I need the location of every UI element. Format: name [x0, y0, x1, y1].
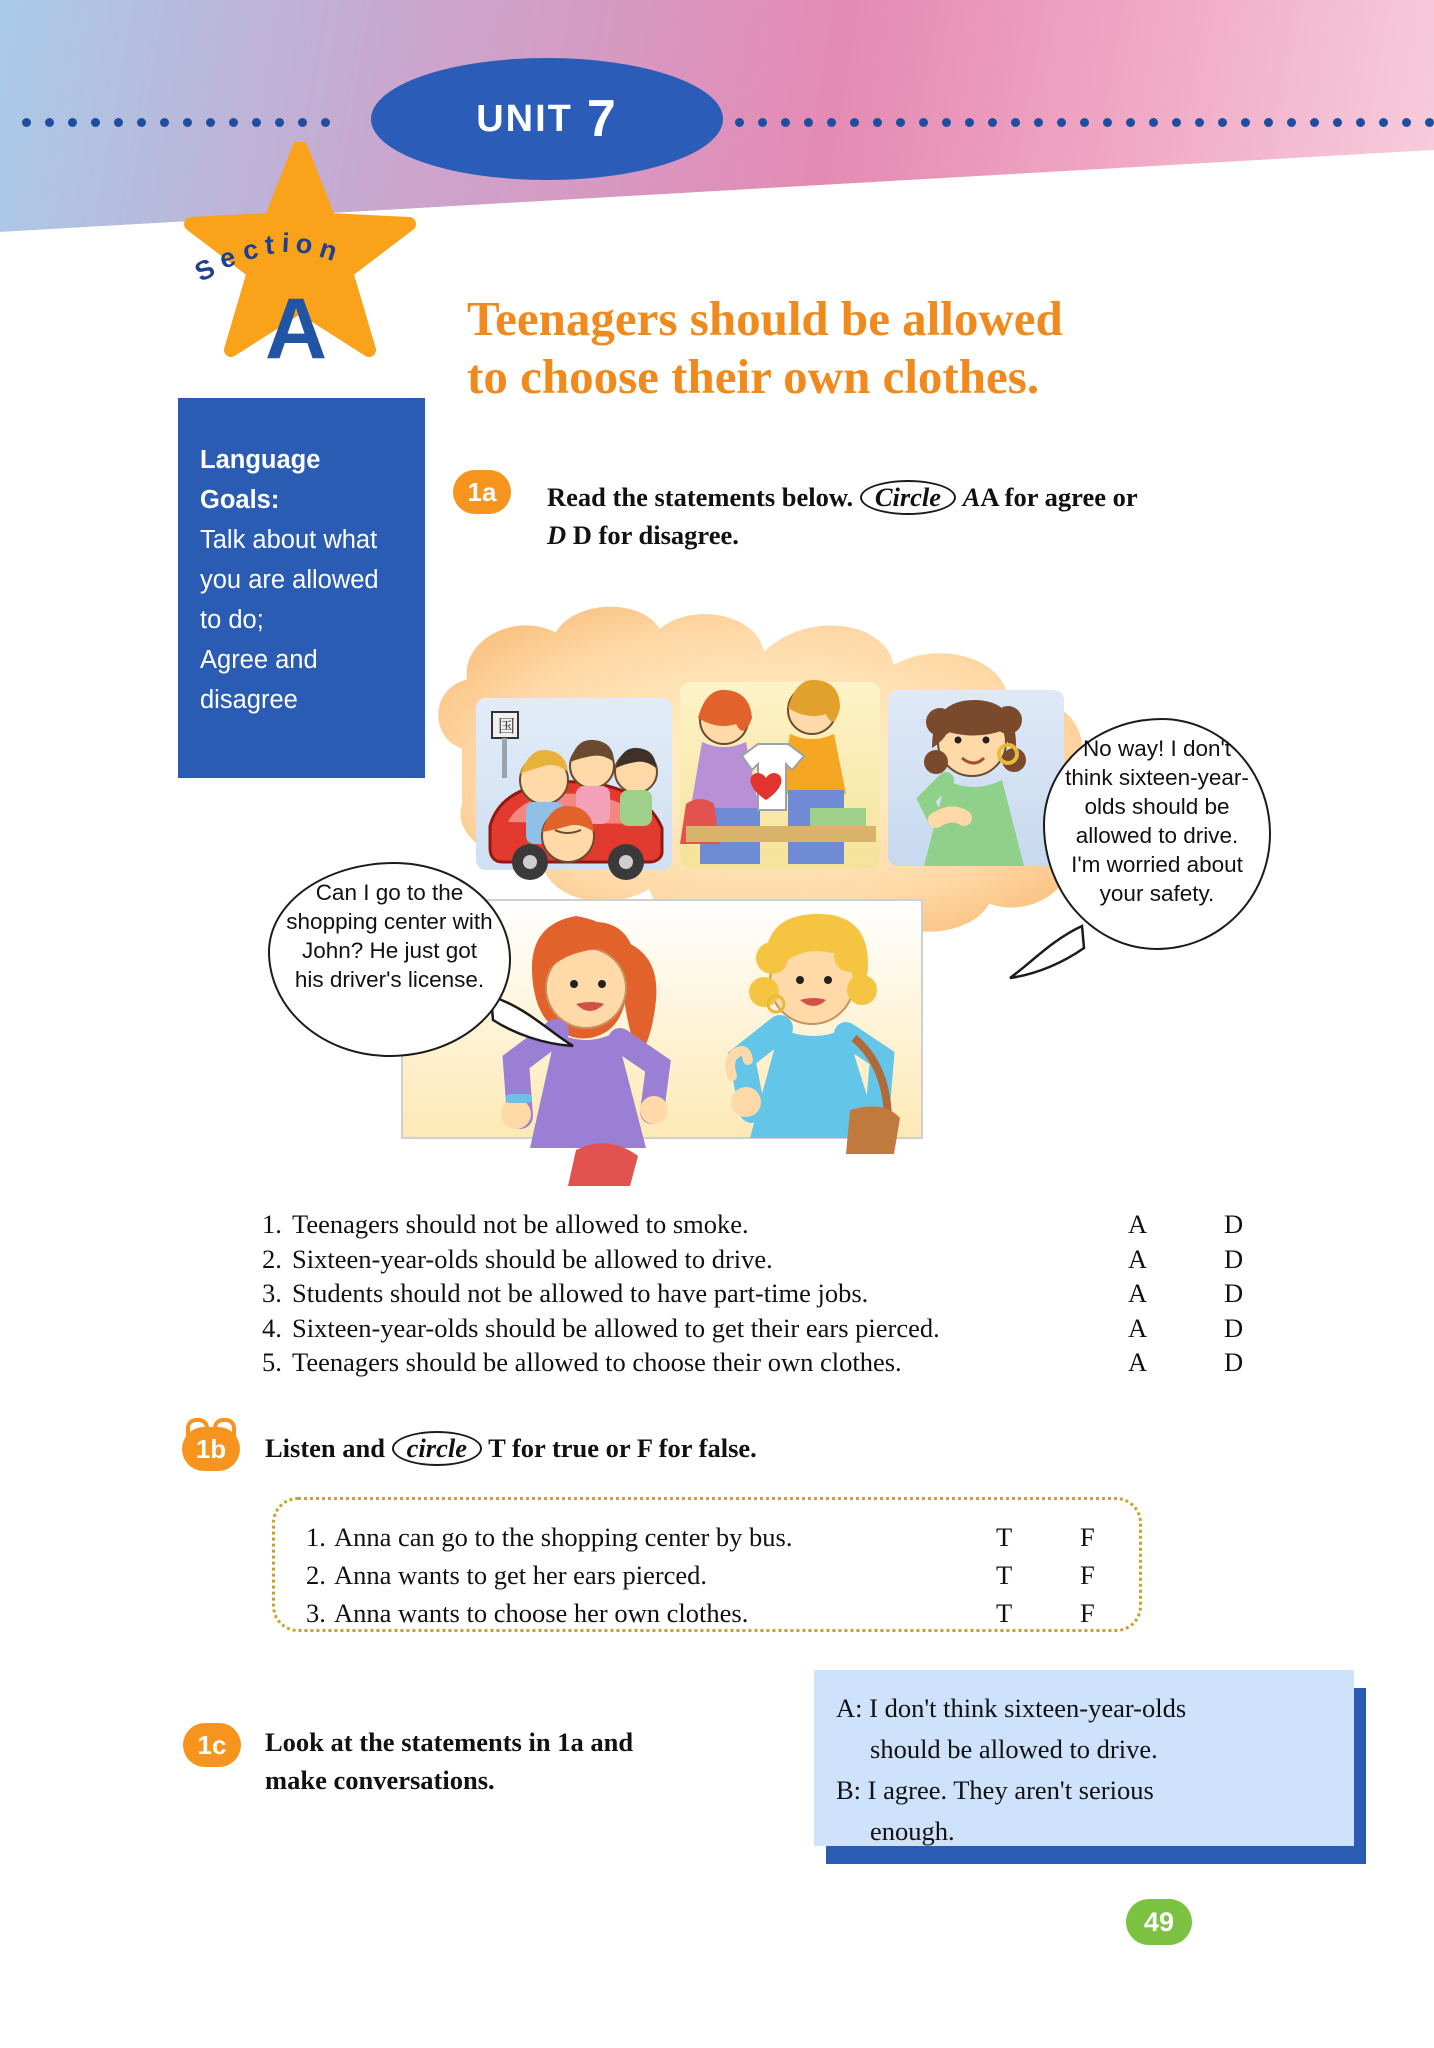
true-false-text: Anna wants to get her ears pierced. [334, 1560, 708, 1590]
true-false-number: 2. [306, 1560, 326, 1590]
unit-badge [371, 58, 723, 180]
page-number-badge: 49 [1126, 1899, 1192, 1945]
banner-dot [229, 118, 238, 127]
language-goals-line-1: Talk about what [200, 526, 378, 554]
banner-dot [160, 118, 169, 127]
banner-dot [758, 118, 767, 127]
statement-disagree-option[interactable]: D [1224, 1347, 1244, 1377]
false-option[interactable]: F [1080, 1560, 1095, 1590]
banner-dot [1402, 118, 1411, 127]
activity-1a-agree-letter: A [962, 482, 981, 512]
banner-dot [298, 118, 307, 127]
banner-dot [1080, 118, 1089, 127]
banner-dot [1149, 118, 1158, 127]
banner-dot [988, 118, 997, 127]
speech-bubble-daughter: Can I go to the shopping center with John? He just got his driver's license. [268, 862, 511, 1057]
true-option[interactable]: T [996, 1598, 1013, 1628]
banner-dot [1172, 118, 1181, 127]
activity-marker-1c: 1c [183, 1723, 241, 1767]
conversation-line-a1: A: I don't think sixteen-year-olds [836, 1693, 1187, 1723]
banner-dot [1103, 118, 1112, 127]
statement-agree-option[interactable]: A [1128, 1243, 1148, 1274]
section-letter: A [265, 281, 328, 377]
banner-dot [804, 118, 813, 127]
activity-1a-instruction-part2: A for agree or [980, 482, 1138, 512]
banner-dot [965, 118, 974, 127]
banner-dot [1126, 118, 1135, 127]
banner-dot [1356, 118, 1365, 127]
statement-number: 1. [262, 1209, 282, 1239]
statement-agree-option[interactable]: A [1128, 1312, 1148, 1343]
activity-1b-instruction-part1: Listen and [265, 1433, 386, 1463]
true-false-list [306, 1518, 1126, 1632]
banner-dot [91, 118, 100, 127]
activity-1a-disagree-letter: D [547, 520, 567, 550]
banner-dot [1241, 118, 1250, 127]
language-goals-line-5: disagree [200, 686, 298, 714]
statement-disagree-option[interactable]: D [1224, 1243, 1244, 1274]
banner-dot [321, 118, 330, 127]
true-false-number: 3. [306, 1598, 326, 1628]
statement-number: 5. [262, 1347, 282, 1377]
svg-text:国: 国 [498, 717, 515, 736]
banner-dot [850, 118, 859, 127]
banner-dot [919, 118, 928, 127]
true-false-row [306, 1594, 1126, 1632]
false-option[interactable]: F [1080, 1598, 1095, 1628]
banner-dot [1264, 118, 1273, 127]
unit-number: 7 [586, 90, 618, 148]
conversation-line-b1: B: I agree. They aren't serious [836, 1775, 1154, 1805]
statement-row [262, 1311, 1262, 1346]
activity-1a-instruction-part3: D for disagree. [572, 520, 739, 550]
language-goals-heading: Language Goals: [200, 446, 321, 514]
language-goals-line-2: you are allowed [200, 566, 379, 594]
banner-dot [252, 118, 261, 127]
speech-bubble-daughter-tail [487, 990, 577, 1060]
banner-dot [45, 118, 54, 127]
banner-dot [1195, 118, 1204, 127]
statement-agree-option[interactable]: A [1128, 1347, 1148, 1377]
page-title-line-2: to choose their own clothes. [467, 349, 1040, 404]
activity-1a-instruction-part1: Read the statements below. [547, 482, 854, 512]
banner-dot [735, 118, 744, 127]
speech-bubble-mother: No way! I don't think sixteen-year-olds should be allowed to drive. I'm worried about your safety. [1043, 718, 1271, 950]
statement-number: 2. [262, 1243, 282, 1274]
statement-row [262, 1276, 1262, 1311]
language-goals-box [178, 398, 425, 778]
statement-text: Teenagers should not be allowed to smoke. [292, 1209, 749, 1239]
statement-row [262, 1207, 1262, 1242]
false-option[interactable]: F [1080, 1522, 1095, 1552]
language-goals-line-3: to do; [200, 606, 264, 634]
activity-1a-instruction [547, 478, 1287, 554]
activity-1c-instruction-line-2: make conversations. [265, 1765, 495, 1795]
statement-row [262, 1345, 1262, 1380]
statement-disagree-option[interactable]: D [1224, 1278, 1244, 1308]
banner-dot [896, 118, 905, 127]
banner-dot [137, 118, 146, 127]
statement-text: Sixteen-year-olds should be allowed to get their ears pierced. [292, 1312, 940, 1343]
true-false-text: Anna wants to choose her own clothes. [334, 1598, 749, 1628]
banner-dot [114, 118, 123, 127]
true-false-number: 1. [306, 1522, 326, 1552]
true-false-text: Anna can go to the shopping center by bus. [334, 1522, 793, 1552]
banner-dot [1425, 118, 1434, 127]
banner-dot [1379, 118, 1388, 127]
page-title-line-1: Teenagers should be allowed [467, 291, 1063, 346]
page-title [467, 290, 1267, 406]
true-false-row [306, 1518, 1126, 1556]
banner-dot [206, 118, 215, 127]
banner-dot [781, 118, 790, 127]
banner-dot [22, 118, 31, 127]
banner-dot [1057, 118, 1066, 127]
statement-disagree-option[interactable]: D [1224, 1312, 1244, 1343]
statement-row [262, 1242, 1262, 1277]
banner-dot [183, 118, 192, 127]
activity-1c-instruction [265, 1723, 785, 1799]
banner-dot [1310, 118, 1319, 127]
statement-number: 4. [262, 1312, 282, 1343]
true-option[interactable]: T [996, 1560, 1013, 1590]
conversation-line-a2: should be allowed to drive. [870, 1734, 1158, 1764]
banner-dot [1218, 118, 1227, 127]
banner-dot [1011, 118, 1020, 127]
conversation-line-b2: enough. [870, 1816, 955, 1846]
statement-text: Students should not be allowed to have part-time jobs. [292, 1278, 869, 1308]
activity-marker-1a: 1a [453, 470, 511, 514]
banner-dot [1333, 118, 1342, 127]
statements-list-1a [262, 1207, 1262, 1380]
true-option[interactable]: T [996, 1522, 1013, 1552]
banner-dot [827, 118, 836, 127]
activity-1c-instruction-line-1: Look at the statements in 1a and [265, 1727, 634, 1757]
statement-disagree-option[interactable]: D [1224, 1209, 1244, 1239]
statement-agree-option[interactable]: A [1128, 1209, 1148, 1239]
banner-dot [1287, 118, 1296, 127]
lesson-illustration [380, 590, 1170, 1190]
banner-dot [942, 118, 951, 127]
banner-dot [68, 118, 77, 127]
statement-number: 3. [262, 1278, 282, 1308]
banner-dot [1034, 118, 1043, 127]
unit-label: UNIT [476, 97, 573, 140]
banner-dot [275, 118, 284, 127]
activity-1b-instruction-part2: T for true or F for false. [488, 1433, 757, 1463]
statement-text: Teenagers should be allowed to choose their own clothes. [292, 1347, 902, 1377]
conversation-example-box [814, 1670, 1354, 1846]
banner-dot [873, 118, 882, 127]
activity-1b-instruction [265, 1429, 1025, 1467]
activity-marker-1b: 1b [182, 1427, 240, 1471]
circle-word-chip: Circle [860, 480, 956, 515]
speech-bubble-mother-tail [1006, 920, 1086, 990]
statement-agree-option[interactable]: A [1128, 1278, 1148, 1308]
true-false-row [306, 1556, 1126, 1594]
language-goals-line-4: Agree and [200, 646, 318, 674]
statement-text: Sixteen-year-olds should be allowed to drive. [292, 1243, 773, 1274]
circle-word-chip: circle [392, 1431, 482, 1466]
